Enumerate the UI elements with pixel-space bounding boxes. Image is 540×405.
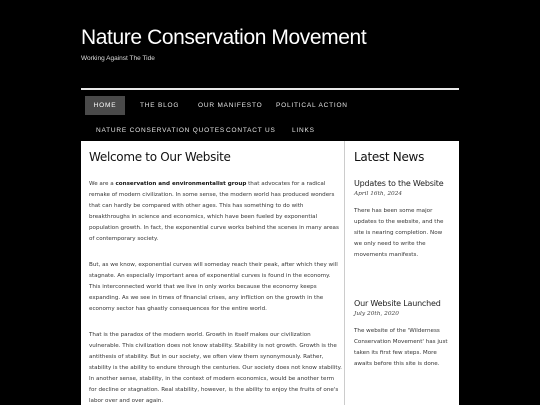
news-item	[354, 299, 449, 370]
news-item	[354, 179, 449, 261]
news-date: July 20th, 2020	[354, 311, 399, 317]
nav-item-the-blog[interactable]: THE BLOG	[140, 102, 180, 109]
paragraph-exponential-curves: But, as we know, exponential curves will someday reach their peak, after which they will stagnate. An especially important area of exponential curves is found in the economy. This interconnected world that we live in only works because the economy keeps expanding. As we see in times of financial crises, any infliction on the growth in the economy sector has ghastly consequences for the entire world.	[89, 262, 338, 312]
main-content	[89, 141, 343, 405]
news-excerpt: The website of the 'Wilderness Conservation Movement' has just taken its first few steps. More awaits before this site is done.	[354, 328, 448, 367]
site-tagline: Working Against The Tide	[81, 55, 155, 62]
nav-item-links[interactable]: LINKS	[292, 127, 315, 134]
nav-item-political-action[interactable]: POLITICAL ACTION	[276, 102, 348, 109]
sidebar-divider	[344, 141, 345, 405]
main-article	[89, 179, 343, 405]
page-heading: Welcome to Our Website	[89, 150, 231, 164]
news-excerpt: There has been some major updates to the website, and the site is nearing completion. Now we only need to write the movements manifests.	[354, 208, 444, 258]
nav-item-nature-conservation-quotes[interactable]: NATURE CONSERVATION QUOTES	[96, 127, 226, 134]
news-title[interactable]: Our Website Launched	[354, 299, 441, 308]
news-title[interactable]: Updates to the Website	[354, 179, 444, 188]
nav-item-contact-us[interactable]: CONTACT US	[226, 127, 276, 134]
latest-news-sidebar	[354, 141, 449, 405]
intro-bold-text: conservation and environmentalist group	[115, 181, 247, 187]
paragraph-paradox: That is the paradox of the modern world. Growth in itself makes our civilization vulnerable. This civilization does not know stability. Stability is not growth. Growth is the antithesis of stability. But in our society, we often view them synonymously. Rather, stability is the ability to endure through the centuries. Our society does not know stability. In another sense, stability, in the context of modern economics, would be another term for decline or stagnation. Real stability, however, is the ability to enjoy the fruits of one's labor over and over again.	[89, 332, 342, 404]
content-area	[81, 141, 459, 405]
intro-text-end: that advocates for a radical remake of modern civilization. In some sense, the modern world has produced wonders that can hardly be compared with other ages. This has something to do with breakthroughs in science and economics, which have been fueled by exponential population growth. In fact, the exponential curve works behind the scenes in many areas of contemporary society.	[89, 181, 339, 242]
main-navigation	[81, 90, 459, 141]
news-date: April 16th, 2024	[354, 191, 403, 197]
sidebar-heading: Latest News	[354, 150, 425, 164]
nav-item-our-manifesto[interactable]: OUR MANIFESTO	[198, 102, 263, 109]
site-title[interactable]: Nature Conservation Movement	[81, 26, 367, 49]
nav-item-home[interactable]: HOME	[85, 96, 125, 115]
intro-paragraph	[89, 179, 343, 245]
intro-text-start: We are a	[89, 181, 116, 187]
